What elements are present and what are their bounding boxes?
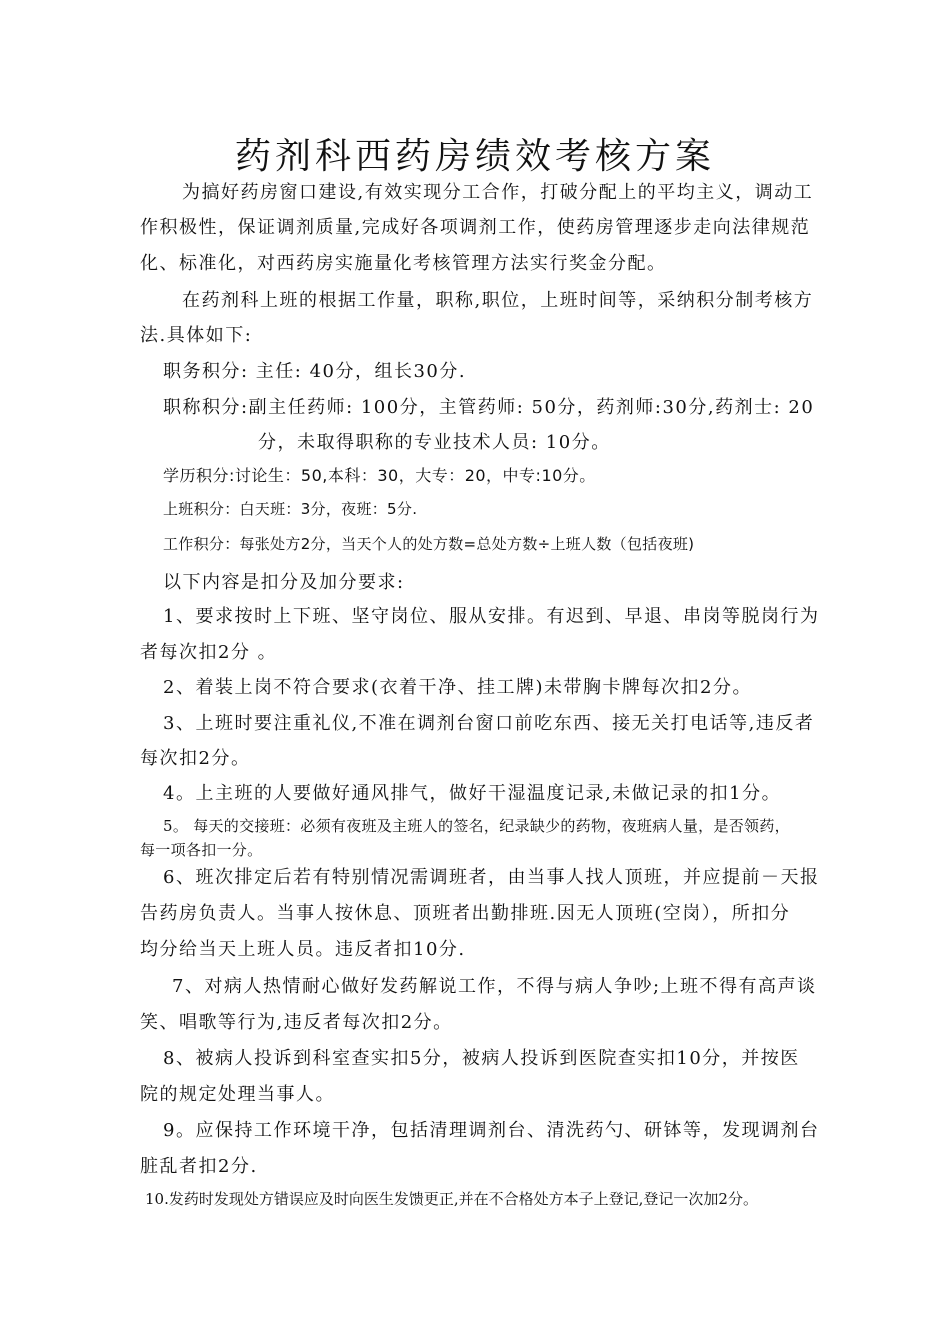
rule-1-line-2: 者每次扣2分 。: [140, 642, 278, 663]
rule-7-line-1: 7、对病人热情耐心做好发药解说工作，不得与病人争吵;上班不得有高声谈: [172, 976, 817, 997]
rule-2: 2、着装上岗不符合要求(衣着干净、挂工牌)未带胸卡牌每次扣2分。: [163, 677, 752, 698]
document-title: 药剂科西药房绩效考核方案: [234, 136, 715, 177]
method-line-2: 法.具体如下:: [140, 325, 253, 346]
title-score-line-2: 分，未取得职称的专业技术人员: 10分。: [258, 432, 611, 453]
rule-8-line-2: 院的规定处理当事人。: [140, 1084, 335, 1105]
rule-1-line-1: 1、要求按时上下班、坚守岗位、服从安排。有迟到、早退、串岗等脱岗行为: [163, 606, 820, 627]
title-score-line-1: 职称积分:副主任药师: 100分，主管药师: 50分，药剂师:30分,药剂士: 20: [163, 397, 815, 418]
rule-4: 4。上主班的人要做好通风排气，做好干湿温度记录,未做记录的扣1分。: [163, 783, 782, 804]
rule-10: 10.发药时发现处方错误应及时向医生发馈更正,并在不合格处方本子上登记,登记一次加2分。: [145, 1190, 758, 1208]
rule-5-line-1: 5。 每天的交接班：必须有夜班及主班人的签名，纪录缺少的药物，夜班病人量，是否领药，: [163, 817, 790, 835]
rule-3-line-1: 3、上班时要注重礼仪,不准在调剂台窗口前吃东西、接无关打电话等,违反者: [163, 713, 815, 734]
rule-6-line-1: 6、班次排定后若有特别情况需调班者，由当事人找人顶班，并应提前－天报: [163, 867, 820, 888]
rule-7-line-2: 笑、唱歌等行为,违反者每次扣2分。: [140, 1012, 453, 1033]
duty-score: 职务积分: 主任: 40分，组长30分.: [163, 361, 467, 382]
rule-5-line-2: 每一项各扣一分。: [140, 841, 263, 859]
rule-6-line-3: 均分给当天上班人员。违反者扣10分.: [140, 939, 466, 960]
intro-line-1: 为搞好药房窗口建设,有效实现分工合作，打破分配上的平均主义，调动工: [182, 182, 814, 203]
work-score: 工作积分：每张处方2分，当天个人的处方数=总处方数÷上班人数（包括夜班): [163, 535, 695, 553]
rule-3-line-2: 每次扣2分。: [140, 748, 251, 769]
rule-6-line-2: 告药房负责人。当事人按休息、顶班者出勤排班.因无人顶班(空岗），所扣分: [140, 903, 791, 924]
intro-line-3: 化、标准化，对西药房实施量化考核管理方法实行奖金分配。: [140, 253, 667, 274]
rule-8-line-1: 8、被病人投诉到科室查实扣5分，被病人投诉到医院查实扣10分，并按医: [163, 1048, 800, 1069]
shift-score: 上班积分：白天班：3分，夜班：5分.: [163, 500, 418, 518]
method-line-1: 在药剂科上班的根据工作量，职称,职位，上班时间等，采纳积分制考核方: [182, 290, 814, 311]
rule-9-line-1: 9。应保持工作环境干净，包括清理调剂台、清洗药勺、研钵等，发现调剂台: [163, 1120, 820, 1141]
education-score: 学历积分:讨论生：50,本科：30，大专：20，中专:10分。: [163, 466, 596, 485]
rule-9-line-2: 脏乱者扣2分.: [140, 1156, 258, 1177]
rules-heading: 以下内容是扣分及加分要求:: [163, 572, 405, 593]
intro-line-2: 作积极性，保证调剂质量,完成好各项调剂工作，使药房管理逐步走向法律规范: [140, 217, 811, 238]
